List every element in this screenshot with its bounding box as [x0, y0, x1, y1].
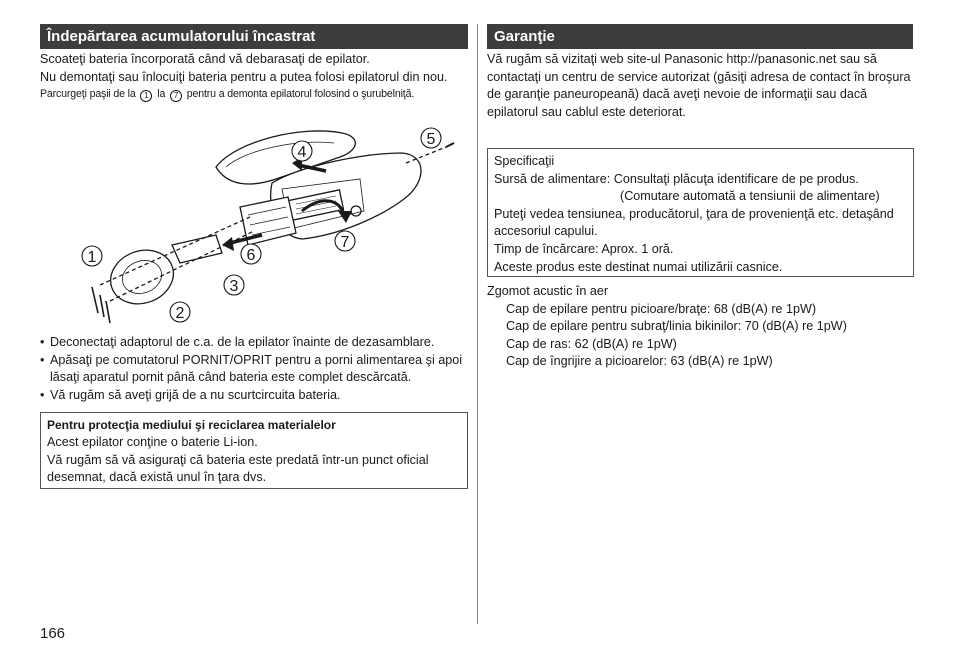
base-plate-shape	[103, 242, 181, 313]
page-number: 166	[40, 625, 66, 642]
list-item: Cap de ras: 62 (dB(A) re 1pW)	[506, 336, 677, 351]
list-item: Cap de epilare pentru subraţ/linia bikinilor: 70 (dB(A) re 1pW)	[506, 319, 847, 334]
steps-prefix: Parcurgeţi paşii de la	[40, 88, 136, 101]
step-to-marker: 7	[170, 90, 182, 102]
label-1: 1	[87, 249, 97, 266]
airborne-noise-title: Zgomot acustic în aer	[487, 284, 609, 298]
label-7: 7	[340, 234, 350, 251]
warranty-paragraph: Vă rugăm să vizitaţi web site-ul Panasonic http://panasonic.net sau să contactaţi un centru de service autorizat (găsiţi adresa de contact în broşura de garanţie paneuropeană) dacă aveţi nevoie de informaţii sau dacă epilatorul sau cablul este deteriorat.	[487, 52, 911, 119]
epilator-exploded-illustration	[40, 125, 468, 335]
charging-time: Timp de încărcare: Aprox. 1 oră.	[494, 241, 674, 256]
steps-instruction	[40, 87, 468, 102]
airborne-noise-section	[487, 283, 913, 371]
intro-paragraph-2: Nu demontaţi sau înlocuiţi bateria pentru a putea folosi epilatorul din nou.	[40, 69, 448, 84]
screw-top	[446, 143, 454, 147]
step-from-marker: 1	[140, 90, 152, 102]
label-2: 2	[175, 305, 185, 322]
specifications-info: Puteţi vedea tensiunea, producătorul, ţara de provenienţă etc. detaşând accesoriul capului.	[494, 206, 894, 239]
right-column	[487, 24, 913, 121]
column-divider	[477, 24, 478, 624]
battery-removal-header: Îndepărtarea acumulatorului încastrat	[40, 24, 468, 49]
left-column	[40, 24, 468, 102]
specifications-box	[487, 148, 914, 277]
disassembly-diagram	[40, 125, 468, 335]
intro-paragraph-1: Scoateţi bateria încorporată când vă debarasaţi de epilator.	[40, 52, 370, 66]
specifications-title: Specificaţii	[494, 154, 555, 168]
label-6: 6	[246, 247, 256, 264]
list-item: • Vă rugăm să aveţi grijă de a nu scurtcircuita bateria.	[40, 387, 341, 402]
screw-3	[106, 301, 110, 323]
label-3: 3	[229, 278, 239, 295]
warranty-header: Garanţie	[487, 24, 913, 49]
precaution-list	[40, 334, 468, 404]
power-supply-label: Sursă de alimentare:	[494, 171, 611, 186]
environment-box	[40, 412, 468, 489]
arrow-6-head	[222, 237, 234, 251]
label-5: 5	[426, 131, 436, 148]
power-supply-note: (Comutare automată a tensiunii de alimentare)	[620, 189, 880, 204]
list-item: Cap de epilare pentru picioare/braţe: 68 (dB(A) re 1pW)	[506, 301, 817, 316]
household-notice: Aceste produs este destinat numai utilizării casnice.	[494, 259, 783, 274]
power-supply-row	[494, 171, 907, 189]
steps-suffix: pentru a demonta epilatorul folosind o şurubelniţă.	[186, 88, 415, 101]
screw-1	[92, 287, 98, 313]
label-4: 4	[297, 144, 307, 161]
list-item: Cap de îngrijire a picioarelor: 63 (dB(A) re 1pW)	[506, 354, 773, 369]
list-item: • Apăsaţi pe comutatorul PORNIT/OPRIT pentru a porni alimentarea şi apoi lăsaţi aparatul pornit până când bateria este complet descărcată.	[40, 352, 463, 385]
steps-mid: la	[157, 88, 166, 101]
power-supply-value: Consultaţi plăcuţa identificare de pe produs.	[613, 171, 859, 186]
list-item: • Deconectaţi adaptorul de c.a. de la epilator înainte de dezasamblare.	[40, 335, 435, 349]
screw-2	[100, 295, 104, 317]
environment-box-line-1: Acest epilator conţine o baterie Li-ion.	[47, 435, 258, 449]
environment-box-line-2: Vă rugăm să vă asiguraţi că bateria este predată într-un punct oficial desemnat, dacă există unul în ţara dvs.	[47, 452, 429, 485]
environment-box-title: Pentru protecţia mediului şi reciclarea materialelor	[47, 418, 336, 432]
